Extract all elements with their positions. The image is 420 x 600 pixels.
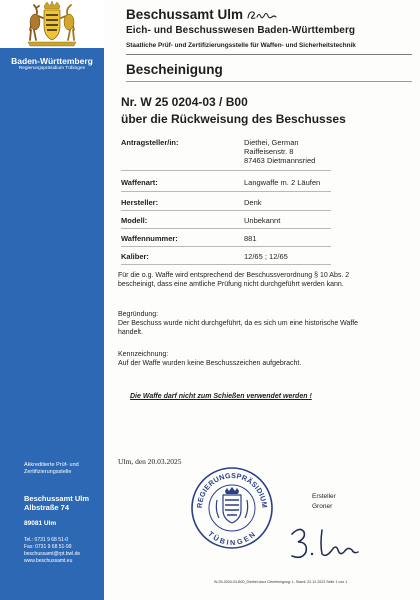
- field-divider: [121, 246, 331, 247]
- statement-text: Für die o.g. Waffe wird entsprechend der Beschussverordnung § 10 Abs. 2 bescheinigt, dass eine amtliche Prüfung nicht durchgeführt werden kann.: [118, 272, 350, 288]
- sidebar-accreditation: [24, 462, 102, 476]
- model-label: Modell:: [121, 216, 148, 225]
- serial-value: 881: [244, 234, 257, 243]
- document-title: über die Rückweisung des Beschusses: [121, 112, 346, 126]
- sidebar-office-block: [24, 494, 102, 512]
- reason-label: Begründung:: [118, 311, 159, 318]
- sidebar-city: 89081 Ulm: [24, 520, 57, 527]
- contact-email: beschussamt@rpt.bwl.de: [24, 551, 81, 557]
- coat-of-arms-icon: [0, 0, 104, 48]
- weapon-type-value: Langwaffe m. 2 Läufen: [244, 178, 321, 187]
- coat-of-arms-logo: [0, 0, 104, 48]
- seal-text-bottom: TÜBINGEN: [206, 529, 258, 548]
- sidebar-state-name: Baden-Württemberg: [11, 56, 93, 66]
- sidebar-region: Regierungspräsidium Tübingen: [18, 66, 86, 71]
- field-divider: [121, 170, 331, 171]
- weapon-type-label: Waffenart:: [121, 178, 158, 187]
- seal-text-top: REGIERUNGSPRÄSIDIUM: [194, 470, 270, 509]
- manufacturer-label: Hersteller:: [121, 198, 159, 207]
- field-divider: [121, 191, 331, 192]
- applicant-label: Antragsteller/in:: [121, 138, 179, 147]
- applicant-name: Diethei, German: [244, 138, 299, 147]
- final-statement: Die Waffe darf nicht zum Schießen verwendet werden !: [130, 393, 312, 400]
- sidebar-street: Albstraße 74: [24, 503, 70, 512]
- accreditation-line: Akkreditierte Prüf- und: [24, 462, 79, 468]
- header-divider: [126, 54, 412, 55]
- applicant-street: Raiffeisenstr. 8: [244, 147, 294, 156]
- header-subtitle-2: Staatliche Prüf- und Zertifizierungsstelle für Waffen- und Sicherheitstechnik: [126, 42, 356, 49]
- field-divider: [121, 210, 331, 211]
- office-logo-icon: [246, 8, 278, 22]
- manufacturer-value: Denk: [244, 198, 262, 207]
- contact-phone: Tel.: 0731 9 68 51-0: [24, 537, 69, 543]
- footer-text: W-25-0204-03-B00_Diethei.docx Genehmigung: L. Stand: 22.12.2023 Seite 1 von 1: [214, 580, 348, 584]
- accreditation-line: Zertifizierungsstelle: [24, 469, 72, 475]
- reason-text: Der Beschuss wurde nicht durchgeführt, da es sich um eine historische Waffe handelt.: [118, 320, 359, 336]
- signer-name: Groner: [312, 503, 333, 510]
- header-office: Beschussamt Ulm: [126, 7, 244, 22]
- field-divider: [121, 264, 331, 265]
- sidebar: [0, 0, 104, 600]
- contact-fax: Fax: 0731 9 68 51-99: [24, 544, 72, 550]
- handwritten-signature: [286, 522, 362, 564]
- header-divider-2: [126, 81, 412, 82]
- sidebar-contact: [24, 537, 102, 565]
- document-number: Nr. W 25 0204-03 / B00: [121, 95, 248, 109]
- contact-website: www.beschussamt.eu: [24, 558, 73, 564]
- signer-role: Ersteller: [312, 493, 336, 500]
- caliber-label: Kaliber:: [121, 252, 149, 261]
- model-value: Unbekannt: [244, 216, 281, 225]
- sidebar-office-name: Beschussamt Ulm: [24, 494, 90, 503]
- official-seal-icon: [190, 466, 274, 550]
- applicant-city: 87463 Dietmannsried: [244, 156, 316, 165]
- serial-label: Waffennummer:: [121, 234, 178, 243]
- marking-text: Auf der Waffe wurden keine Beschusszeichen aufgebracht.: [118, 360, 302, 367]
- header-subtitle: Eich- und Beschusswesen Baden-Württemberg: [126, 25, 356, 36]
- field-divider: [121, 228, 331, 229]
- marking-label: Kennzeichnung:: [118, 351, 169, 358]
- document-type: Bescheinigung: [126, 62, 223, 77]
- caliber-value: 12/65 ; 12/65: [244, 252, 288, 261]
- place-date: Ulm, den 20.03.2025: [118, 457, 182, 466]
